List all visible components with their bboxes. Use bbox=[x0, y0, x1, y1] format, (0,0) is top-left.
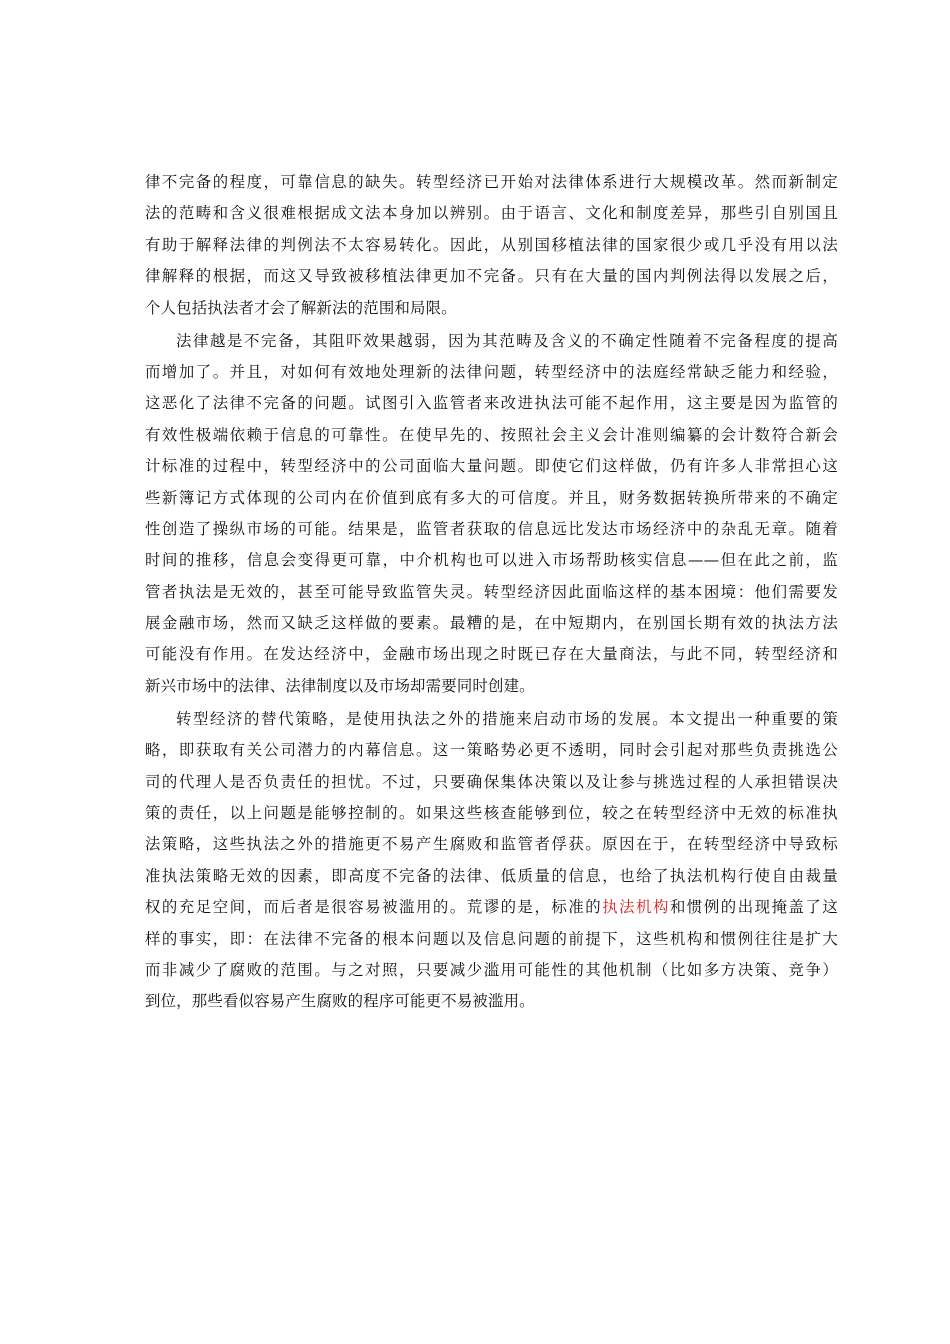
highlighted-link-enforcement-agency[interactable]: 执法机构 bbox=[602, 898, 670, 917]
text-line: 时间的推移，信息会变得更可靠，中介机构也可以进入市场帮助核实信息——但在此之前，监 bbox=[145, 551, 838, 570]
text-line: 这恶化了法律不完备的问题。试图引入监管者来改进执法可能不起作用，这主要是因为监管的 bbox=[145, 394, 838, 413]
document-body bbox=[145, 167, 838, 1018]
text-line: 准执法策略无效的因素，即高度不完备的法律、低质量的信息，也给了执法机构行使自由裁量 bbox=[145, 866, 838, 885]
text-line: 性创造了操纵市场的可能。结果是，监管者获取的信息远比发达市场经济中的杂乱无章。随着 bbox=[145, 519, 838, 538]
text-line: 到位，那些看似容易产生腐败的程序可能更不易被滥用。 bbox=[145, 992, 535, 1011]
text-line: 法律越是不完备，其阻吓效果越弱，因为其范畴及含义的不确定性随着不完备程度的提高 bbox=[176, 331, 838, 350]
text-line bbox=[145, 892, 838, 923]
paragraph-3 bbox=[145, 704, 838, 1018]
text-line: 管者执法是无效的，甚至可能导致监管失灵。转型经济因此面临这样的基本困境：他们需要发 bbox=[145, 582, 838, 601]
text-segment: 和惯例的出现掩盖了这 bbox=[669, 898, 838, 917]
paragraph-1 bbox=[145, 167, 838, 324]
text-segment: 权的充足空间，而后者是很容易被滥用的。荒谬的是，标准的 bbox=[145, 898, 603, 917]
text-line: 有助于解释法律的判例法不太容易转化。因此，从别国移植法律的国家很少或几乎没有用以法 bbox=[145, 235, 838, 254]
text-line: 计标准的过程中，转型经济中的公司面临大量问题。即使它们这样做，仍有许多人非常担心这 bbox=[145, 457, 838, 476]
text-line: 展金融市场，然而又缺乏这样做的要素。最糟的是，在中短期内，在别国长期有效的执法方法 bbox=[145, 614, 838, 633]
text-line: 新兴市场中的法律、法律制度以及市场却需要同时创建。 bbox=[145, 676, 535, 695]
text-line: 法的范畴和含义很难根据成文法本身加以辨别。由于语言、文化和制度差异，那些引自别国且 bbox=[145, 204, 838, 223]
text-line: 可能没有作用。在发达经济中，金融市场出现之时既已存在大量商法，与此不同，转型经济和 bbox=[145, 645, 838, 664]
text-line: 司的代理人是否负责任的担忧。不过，只要确保集体决策以及让参与挑选过程的人承担错误决 bbox=[145, 772, 838, 791]
paragraph-2 bbox=[145, 326, 838, 703]
text-line: 法策略，这些执法之外的措施更不易产生腐败和监管者俘获。原因在于，在转型经济中导致标 bbox=[145, 835, 838, 854]
text-line: 律不完备的程度，可靠信息的缺失。转型经济已开始对法律体系进行大规模改革。然而新制定 bbox=[145, 173, 838, 191]
text-line: 样的事实，即：在法律不完备的根本问题以及信息问题的前提下，这些机构和惯例往往是扩大 bbox=[145, 929, 838, 948]
text-line: 转型经济的替代策略，是使用执法之外的措施来启动市场的发展。本文提出一种重要的策 bbox=[176, 709, 838, 728]
text-line: 而非减少了腐败的范围。与之对照，只要减少滥用可能性的其他机制（比如多方决策、竞争） bbox=[145, 960, 838, 979]
text-line: 律解释的根据，而这又导致被移植法律更加不完备。只有在大量的国内判例法得以发展之后， bbox=[145, 267, 838, 286]
text-line: 有效性极端依赖于信息的可靠性。在使早先的、按照社会主义会计准则编纂的会计数符合新会 bbox=[145, 425, 838, 444]
text-line: 策的责任，以上问题是能够控制的。如果这些核查能够到位，较之在转型经济中无效的标准执 bbox=[145, 804, 838, 822]
text-line: 些新簿记方式体现的公司内在价值到底有多大的可信度。并且，财务数据转换所带来的不确定 bbox=[145, 488, 838, 507]
text-line: 略，即获取有关公司潜力的内幕信息。这一策略势必更不透明，同时会引起对那些负责挑选公 bbox=[145, 741, 838, 760]
text-line: 而增加了。并且，对如何有效地处理新的法律问题，转型经济中的法庭经常缺乏能力和经验， bbox=[145, 362, 838, 381]
text-line: 个人包括执法者才会了解新法的范围和局限。 bbox=[145, 298, 457, 317]
